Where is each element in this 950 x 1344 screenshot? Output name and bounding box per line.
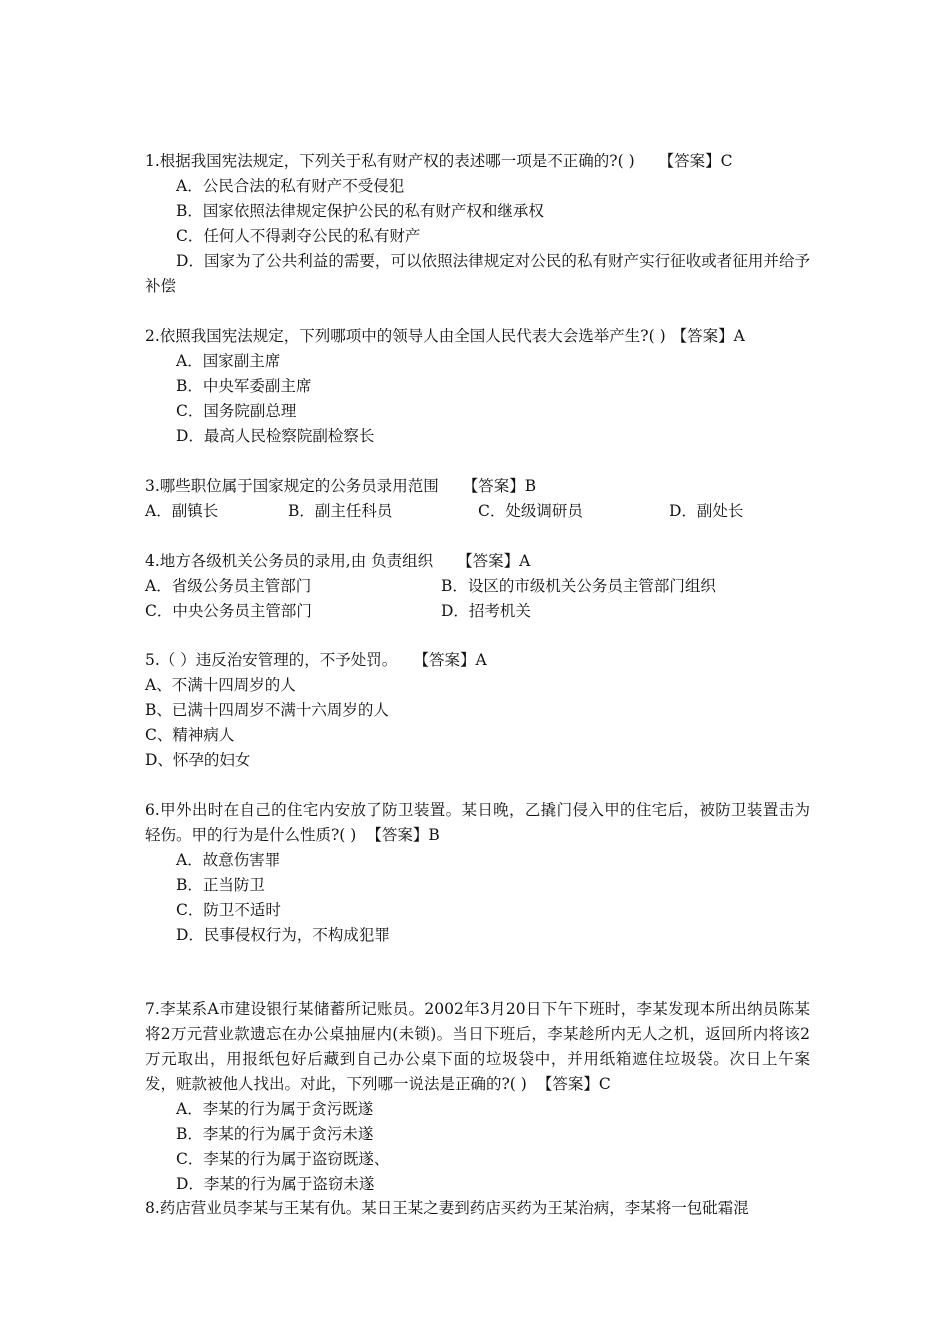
answer-label: 【答案】A bbox=[421, 651, 487, 669]
option-a: A．副镇长 bbox=[145, 502, 219, 520]
question-6 bbox=[145, 798, 810, 948]
question-stem: 6.甲外出时在自己的住宅内安放了防卫装置。某日晚，乙撬门侵入甲的住宅后，被防卫装置击为轻伤。甲的行为是什么性质?( ) bbox=[145, 801, 810, 844]
option-d: D、怀孕的妇女 bbox=[145, 751, 251, 769]
option-d: D．李某的行为属于盗窃未遂 bbox=[176, 1175, 375, 1193]
option-b: B、已满十四周岁不满十六周岁的人 bbox=[145, 701, 389, 719]
option-b: B．正当防卫 bbox=[176, 876, 265, 894]
option-d: D．最高人民检察院副检察长 bbox=[176, 427, 375, 445]
option-a: A．国家副主席 bbox=[176, 352, 281, 370]
option-a: A．省级公务员主管部门 bbox=[145, 577, 312, 595]
option-c: C．防卫不适时 bbox=[176, 901, 281, 919]
option-d: D．招考机关 bbox=[441, 602, 531, 620]
option-c: C．任何人不得剥夺公民的私有财产 bbox=[176, 227, 421, 245]
option-a: A．公民合法的私有财产不受侵犯 bbox=[176, 177, 405, 195]
question-stem: 4.地方各级机关公务员的录用,由 负责组织 bbox=[145, 552, 434, 570]
answer-label: 【答案】C bbox=[658, 152, 733, 170]
answer-label: 【答案】B bbox=[462, 477, 537, 495]
option-a: A．李某的行为属于贪污既遂 bbox=[176, 1100, 374, 1118]
option-d: D．国家为了公共利益的需要，可以依照法律规定对公民的私有财产实行征收或者征用并给予补偿 bbox=[145, 252, 810, 295]
option-b: B．李某的行为属于贪污未遂 bbox=[176, 1125, 374, 1143]
options-row bbox=[145, 574, 810, 599]
option-b: B．中央军委副主席 bbox=[176, 377, 312, 395]
option-c: C、精神病人 bbox=[145, 726, 235, 744]
question-stem: 5.（ ）违反治安管理的，不予处罚。 bbox=[145, 651, 398, 669]
answer-label: 【答案】A bbox=[671, 327, 745, 345]
option-c: C．中央公务员主管部门 bbox=[145, 602, 312, 620]
options-row bbox=[145, 599, 810, 624]
option-a: A、不满十四周岁的人 bbox=[145, 676, 296, 694]
option-b: B．副主任科员 bbox=[288, 502, 393, 520]
answer-label: 【答案】B bbox=[366, 826, 440, 844]
option-b: B．国家依照法律规定保护公民的私有财产权和继承权 bbox=[176, 202, 544, 220]
option-d: D．民事侵权行为，不构成犯罪 bbox=[176, 926, 390, 944]
answer-label: 【答案】A bbox=[457, 552, 531, 570]
question-stem: 8.药店营业员李某与王某有仇。某日王某之妻到药店买药为王某治病，李某将一包砒霜混 bbox=[145, 1199, 749, 1217]
question-2 bbox=[145, 324, 810, 449]
option-c: C．国务院副总理 bbox=[176, 402, 297, 420]
question-8 bbox=[145, 1196, 810, 1221]
option-c: C．李某的行为属于盗窃既遂、 bbox=[176, 1150, 390, 1168]
question-stem: 1.根据我国宪法规定，下列关于私有财产权的表述哪一项是不正确的?( ) bbox=[145, 152, 635, 170]
question-stem: 2.依照我国宪法规定，下列哪项中的领导人由全国人民代表大会选举产生?( ) bbox=[145, 327, 666, 345]
question-1 bbox=[145, 149, 810, 299]
question-5 bbox=[145, 648, 810, 773]
question-3 bbox=[145, 474, 810, 524]
options-row bbox=[145, 499, 810, 524]
option-b: B．设区的市级机关公务员主管部门组织 bbox=[441, 577, 716, 595]
option-a: A．故意伤害罪 bbox=[176, 851, 281, 869]
question-7 bbox=[145, 997, 810, 1197]
answer-label: 【答案】C bbox=[536, 1075, 611, 1093]
question-stem: 3.哪些职位属于国家规定的公务员录用范围 bbox=[145, 477, 439, 495]
question-stem: 7.李某系A市建设银行某储蓄所记账员。2002年3月20日下午下班时，李某发现本所出纳员陈某将2万元营业款遗忘在办公桌抽屉内(未锁)。当日下班后，李某趁所内无人之机，返回所内将该2万元取出，用报纸包好后藏到自己办公桌下面的垃圾袋中，并用纸箱遮住垃圾袋。次日上午案发，赃款被他人找出。对此，下列哪一说法是正确的?( ) bbox=[145, 1000, 810, 1093]
question-4 bbox=[145, 549, 810, 624]
option-c: C．处级调研员 bbox=[478, 502, 583, 520]
option-d: D．副处长 bbox=[669, 502, 744, 520]
